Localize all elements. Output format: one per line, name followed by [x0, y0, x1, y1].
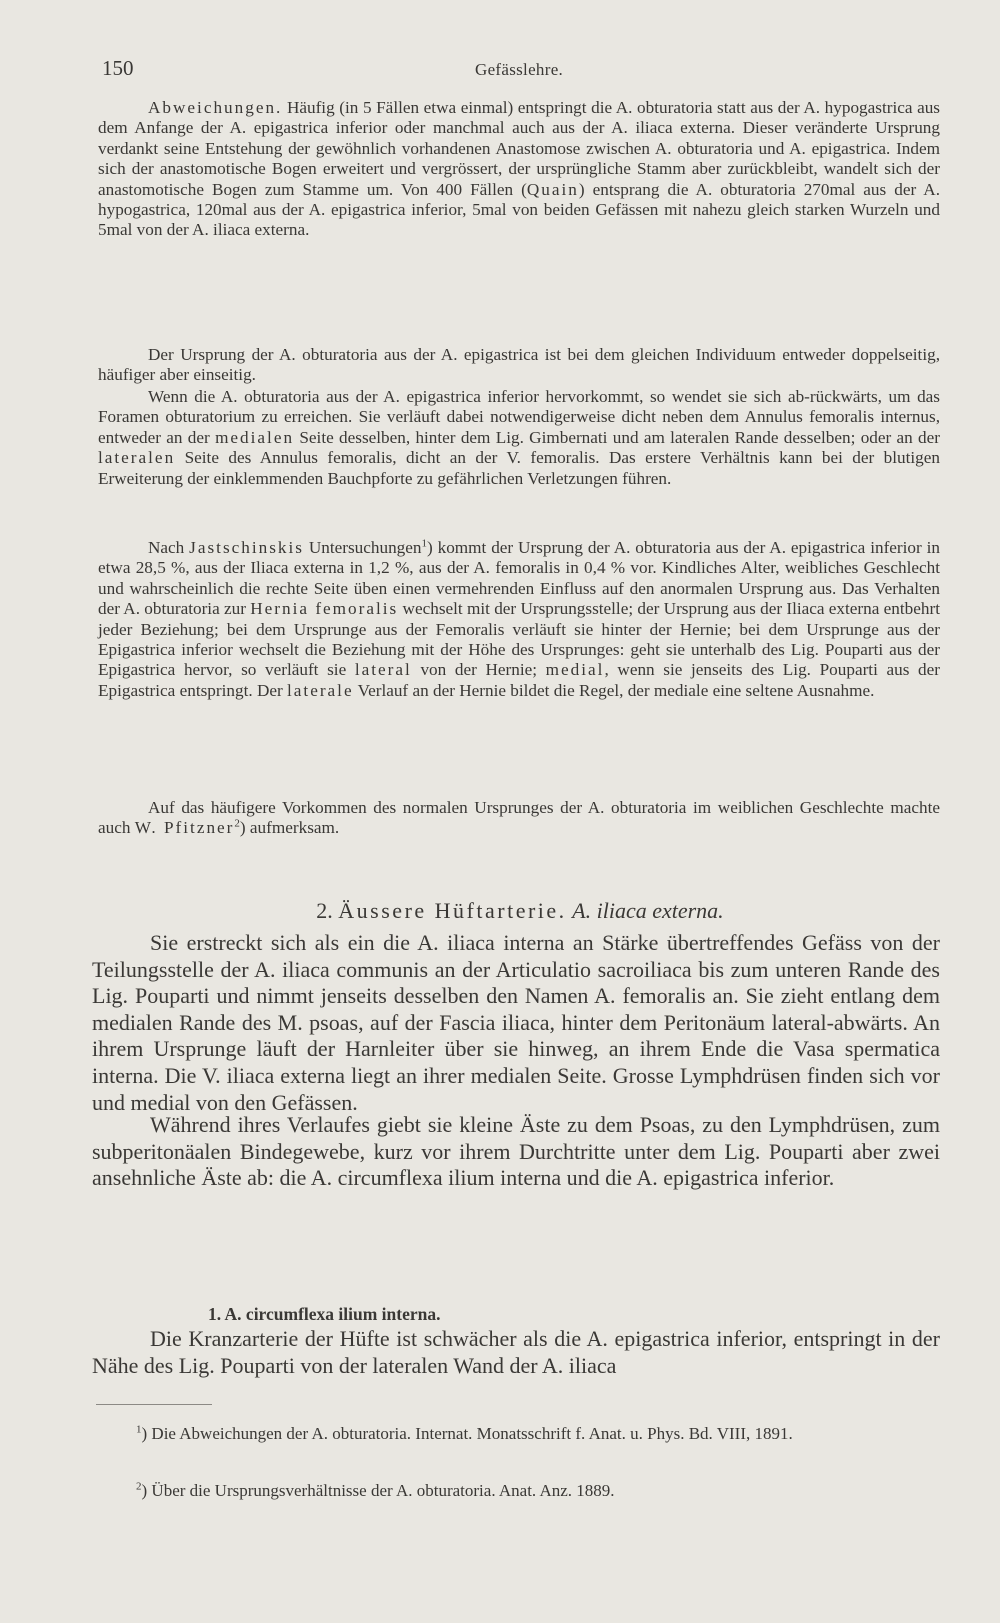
author-name: W. Pfitzner: [134, 818, 235, 838]
paragraph-abweichungen: Abweichungen. Häufig (in 5 Fällen etwa einmal) entspringt die A. obturatoria statt aus der A. hypogastrica aus dem Anfange der A. epigastrica inferior oder manchmal auch aus der A. iliaca externa. Dieser veränderte Ursprung verdankt seine Entstehung der gewöhnlich vorhandenen Anastomose zwischen A. obturatoria und A. epigastrica. Indem sich der anastomotische Bogen erweitert und vergrössert, der ursprüngliche Stamm aber zurückbleibt, wandelt sich der anastomotische Bogen zum Stamme um. Von 400 Fällen (Quain) entsprang die A. obturatoria 270mal aus der A. hypogastrica, 120mal aus der A. epigastrica inferior, 5mal von beiden Gefässen mit nahezu gleich starken Wurzeln und 5mal von der A. iliaca externa.: [98, 98, 940, 240]
footnote-mark: 1: [136, 1423, 142, 1436]
paragraph-jastschinski: Nach Jastschinskis Untersuchungen$^1$) kommt der Ursprung der A. obturatoria aus der A. epigastrica inferior in etwa 28,5 %, aus der Iliaca externa in 1,2 %, aus der A. femoralis in 0,4 % vor. Kindliches Alter, weibliches Geschlecht und wahrscheinlich die rechte Seite üben einen vermehrenden Einfluss auf den anormalen Ursprung aus. Das Verhalten der A. obturatoria zur Hernia femoralis wechselt mit der Ursprungsstelle; der Ursprung aus der Iliaca externa entbehrt jeder Beziehung; bei dem Ursprunge aus der Femoralis verläuft sie hinter der Hernie; bei dem Ursprunge aus der Epigastrica inferior wechselt die Beziehung mit der Höhe des Ursprunges: geht sie unterhalb des Lig. Pouparti aus der Epigastrica hervor, so verläuft sie lateral von der Hernie; medial, wenn sie jenseits des Lig. Pouparti aus der Epigastrica entspringt. Der laterale Verlauf an der Hernie bildet die Regel, der mediale eine seltene Ausnahme.: [98, 537, 941, 700]
paragraph-verlauf: Wenn die A. obturatoria aus der A. epigastrica inferior hervorkommt, so wendet sie sich ab-rückwärts, um das Foramen obturatorium zu erreichen. Sie verläuft dabei notwendigerweise dicht neben dem Annulus femoralis internus, entweder an der medialen Seite desselben, hinter dem Lig. Gimbernati und am lateralen Rande desselben; oder an der lateralen Seite des Annulus femoralis, dicht an der V. femoralis. Das erstere Verhältnis kann bei der blutigen Erweiterung der einklemmenden Bauchpforte zu gefährlichen Verletzungen führen.: [98, 387, 940, 488]
section-heading: [100, 898, 940, 924]
paragraph-pfitzner: Auf das häufigere Vorkommen des normalen Ursprunges der A. obturatoria im weiblichen Geschlechte machte auch W. Pfitzner$^2$) aufmerksam.: [98, 798, 940, 838]
footnote-ref[interactable]: 1: [421, 537, 427, 550]
section-title: Äussere Hüftarterie.: [338, 898, 567, 923]
footnote-2: $^2$) Über die Ursprungsverhältnisse der A. obturatoria. Anat. Anz. 1889.: [136, 1480, 615, 1500]
footnote-1: $^1$) Die Abweichungen der A. obturatoria. Internat. Monatsschrift f. Anat. u. Phys. Bd. VIII, 1891.: [136, 1423, 793, 1443]
paragraph-lead-word: Abweichungen.: [148, 98, 283, 117]
paragraph-main-3: Die Kranzarterie der Hüfte ist schwächer als die A. epigastrica inferior, entspringt in der Nähe des Lig. Pouparti von der lateralen Wand der A. iliaca: [92, 1326, 940, 1378]
paragraph-ursprung: Der Ursprung der A. obturatoria aus der A. epigastrica ist bei dem gleichen Individuum entweder doppelseitig, häufiger aber einseitig.: [98, 345, 940, 385]
paragraph-main-2: Während ihres Verlaufes giebt sie kleine Äste zu dem Psoas, zu den Lymphdrüsen, zum subperitonäalen Bindegewebe, kurz vor ihrem Durchtritte unter dem Lig. Pouparti aber zwei ansehnliche Äste ab: die A. circumflexa ilium interna und die A. epigastrica inferior.: [92, 1112, 940, 1191]
page-number: 150: [102, 56, 134, 80]
author-name: Quain: [526, 179, 579, 199]
section-latin-name: A. iliaca externa.: [572, 898, 724, 923]
page-header: [102, 56, 938, 86]
footnote-ref[interactable]: 2: [234, 817, 240, 830]
author-name: Jastschinskis: [189, 538, 304, 557]
paragraph-main-1: Sie erstreckt sich als ein die A. iliaca interna an Stärke übertreffendes Gefäss von der Teilungsstelle der A. iliaca communis an der Articulatio sacroiliaca bis zum unteren Rande des Lig. Pouparti und nimmt jenseits desselben den Namen A. femoralis an. Sie zieht entlang dem medialen Rande des M. psoas, auf der Fascia iliaca, hinter dem Peritonäum lateral-abwärts. An ihrem Ursprunge läuft der Harnleiter über sie hinweg, an ihrem Ende die Vasa spermatica interna. Die V. iliaca externa liegt an ihrer medialen Seite. Grosse Lymphdrüsen finden sich vor und medial von den Gefässen.: [92, 930, 940, 1115]
running-head: Gefässlehre.: [475, 60, 564, 79]
subsection-heading: 1. A. circumflexa ilium interna.: [208, 1304, 441, 1324]
footnote-divider: [96, 1404, 212, 1405]
section-number: 2.: [316, 898, 333, 923]
footnote-mark: 2: [136, 1480, 142, 1493]
